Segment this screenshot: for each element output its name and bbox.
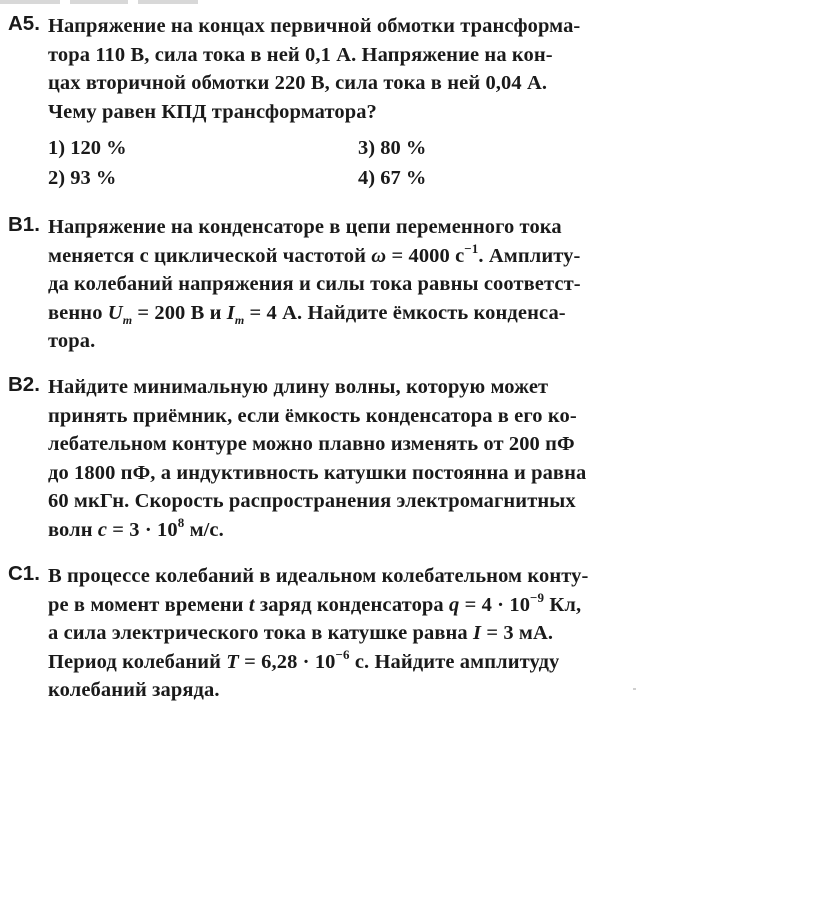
symbol-t-period: T (226, 650, 239, 673)
text-line: лебательном контуре можно плавно изменять от 200 пФ (48, 433, 575, 456)
text-line: колебаний заряда. (48, 679, 220, 702)
text-line: Найдите минимальную длину волны, которую может (48, 376, 549, 398)
task-a5 (8, 12, 630, 198)
symbol-u: U (107, 301, 123, 324)
text-line: Чему равен КПД трансформатора? (48, 100, 377, 123)
answer-option-2: 2) 93 % (48, 167, 117, 190)
text-line: В процессе колебаний в идеальном колебательном конту- (48, 565, 589, 587)
symbol-q: q (449, 593, 460, 616)
task-label: А5. (8, 12, 40, 35)
answer-option-3: 3) 80 % (358, 137, 427, 160)
exponent: −6 (335, 646, 350, 662)
task-text (48, 562, 630, 705)
task-text (48, 213, 630, 356)
text-line: цах вторичной обмотки 220 В, сила тока в ней 0,04 А. (48, 72, 548, 95)
symbol-t: t (248, 593, 255, 616)
scan-edge-segment (0, 0, 60, 4)
symbol-c: c (97, 518, 108, 541)
task-c1 (8, 562, 630, 705)
text-line: тора. (48, 330, 96, 353)
text-line: ре в момент времени t заряд конденсатора $q = 4 \cdot 10^{-9}$ Кл, (48, 589, 582, 616)
subscript: m (234, 312, 245, 327)
symbol-i: I (473, 622, 482, 645)
answer-option-1: 1) 120 % (48, 137, 127, 160)
scan-edge-segment (138, 0, 198, 4)
exponent: 8 (177, 515, 185, 531)
text-line: меняется с циклической частотой ω = 4000 $с^{-1}$. Амплиту- (48, 240, 581, 267)
text-line: Период колебаний $T = 6,28 \cdot 10^{-6}$ с. Найдите амплитуду (48, 646, 560, 673)
task-label: С1. (8, 562, 40, 585)
answer-options (48, 134, 630, 198)
task-b2 (8, 373, 630, 545)
task-b1 (8, 213, 630, 356)
text-line: тора 110 В, сила тока в ней 0,1 А. Напряжение на кон- (48, 43, 553, 66)
scan-edge-artifact (0, 0, 816, 6)
text-line: Напряжение на конденсаторе в цепи переменного тока (48, 216, 562, 238)
task-label: В2. (8, 373, 40, 396)
subscript: m (122, 312, 133, 327)
answer-option-4: 4) 67 % (358, 167, 427, 190)
text-line: а сила электрического тока в катушке равна I = 3 мА. (48, 622, 554, 645)
text-line: до 1800 пФ, а индуктивность катушки постоянна и равна (48, 461, 587, 484)
text-line: да колебаний напряжения и силы тока равны соответст- (48, 273, 581, 296)
symbol-i: I (226, 301, 235, 324)
task-text (48, 373, 630, 545)
task-text (48, 12, 630, 126)
scan-edge-segment (70, 0, 128, 4)
text-line: Напряжение на концах первичной обмотки трансформа- (48, 15, 581, 37)
scan-speck (633, 688, 636, 690)
task-label: В1. (8, 213, 40, 236)
exponent: −1 (464, 240, 479, 256)
text-line: принять приёмник, если ёмкость конденсатора в его ко- (48, 404, 577, 427)
text-line: волн $c = 3 \cdot 10^8$ м/с. (48, 515, 224, 541)
omega-symbol: ω (371, 244, 387, 267)
exponent: −9 (530, 589, 545, 605)
text-line: 60 мкГн. Скорость распространения электромагнитных (48, 490, 576, 513)
text-line: венно $U_m = 200$ В и $I_m = 4$ А. Найдите ёмкость конденса- (48, 301, 566, 327)
